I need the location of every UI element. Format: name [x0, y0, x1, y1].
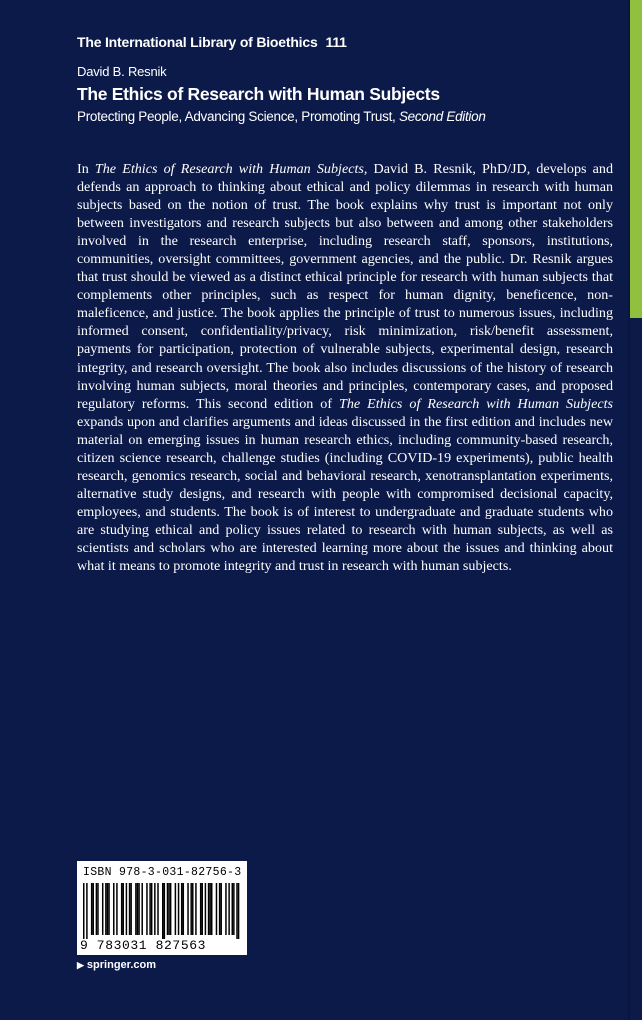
- blurb-text-1: In: [77, 161, 95, 177]
- barcode-bar: [146, 883, 148, 935]
- barcode-bar: [178, 883, 180, 935]
- barcode-bar: [181, 883, 183, 935]
- barcode-bar: [138, 883, 140, 935]
- blurb-text-2: , David B. Resnik, PhD/JD, develops and defends an approach to thinking about ethical and policy dilemmas in research with human subjects based on the notion of trust. The book explains why trust is important not only between investigators and research subjects but also between and among other stakeholders involved in the research enterprise, including research staff, sponsors, institutions, communities, oversight committees, government agencies, and the public. Dr. Resnik argues that trust should be viewed as a distinct ethical principle for research with human subjects that complements other principles, such as respect for human dignity, beneficence, non-maleficence, and justice. The book applies the principle of trust to numerous issues, including informed consent, confidentiality/privacy, risk minimization, risk/benefit assessment, payments for participation, protection of vulnerable subjects, experimental design, research integrity, and research oversight. The book also includes discussions of the history of research involving human subjects, moral theories and principles, contemporary cases, and proposed regulatory reforms. This second edition of: [77, 161, 613, 412]
- barcode-bar: [135, 883, 137, 935]
- barcode-bar: [170, 883, 172, 935]
- barcode-bar: [141, 883, 143, 935]
- barcode-bar: [83, 883, 85, 939]
- blurb-title-ref-2: The Ethics of Research with Human Subjects: [339, 395, 613, 412]
- series-title: [77, 34, 347, 50]
- barcode-bar: [168, 883, 170, 935]
- spine-color-strip: [628, 0, 642, 1020]
- barcode-bar: [129, 883, 131, 935]
- publisher-link[interactable]: [77, 959, 156, 971]
- book-title: The Ethics of Research with Human Subjects: [77, 84, 440, 104]
- barcode-bar: [157, 883, 159, 935]
- barcode-bar: [167, 883, 169, 935]
- barcode-bars: [83, 883, 241, 939]
- barcode-bar: [102, 883, 104, 935]
- barcode-bar: [116, 883, 118, 935]
- barcode-bar: [208, 883, 210, 935]
- barcode-bar: [108, 883, 110, 935]
- barcode-bar: [205, 883, 207, 935]
- barcode-bar: [149, 883, 151, 935]
- barcode-bar: [126, 883, 128, 935]
- subtitle-edition: Second Edition: [398, 109, 486, 124]
- barcode-bar: [219, 883, 221, 935]
- barcode-bar: [192, 883, 194, 935]
- book-description: [77, 160, 613, 575]
- blurb-title-ref-1: The Ethics of Research with Human Subjects: [94, 161, 364, 177]
- subtitle-main: Protecting People, Advancing Science, Promoting Trust,: [77, 109, 399, 124]
- barcode-bar: [200, 883, 202, 935]
- series-name: The International Library of Bioethics: [77, 34, 318, 50]
- barcode-bar: [130, 883, 132, 935]
- barcode-digits: 9 783031 827563: [80, 938, 207, 953]
- blurb-text-3: expands upon and clarifies arguments and ideas discussed in the first edition and includes new material on emerging issues in human research ethics, including community-based research, citizen science research, challenge studies (including COVID-19 experiments), public health research, genomics research, social and behavioral research, xenotransplantation experiments, alternative study designs, and research with people with compromised decisional capacity, employees, and students. The book is of interest to undergraduate and graduate students who are studying ethical and policy issues related to research with human subjects, as well as scientists and scholars who are interested learning more about the issues and thinking about what it means to promote integrity and trust in research with human subjects.: [77, 413, 613, 575]
- isbn-label: ISBN 978-3-031-82756-3: [83, 866, 242, 879]
- author-name: David B. Resnik: [77, 64, 167, 79]
- barcode-bar: [190, 883, 192, 935]
- barcode-bar: [216, 883, 218, 935]
- barcode-bar: [96, 883, 98, 935]
- play-arrow-icon: ▶: [77, 960, 84, 970]
- barcode-bar: [220, 883, 222, 935]
- barcode-bar: [183, 883, 185, 935]
- barcode-bar: [211, 883, 213, 935]
- book-subtitle: [77, 109, 486, 124]
- barcode-bar: [123, 883, 125, 935]
- barcode-bar: [151, 883, 153, 935]
- barcode-bar: [225, 883, 227, 935]
- isbn-barcode: [77, 861, 247, 955]
- publisher-url: springer.com: [86, 959, 156, 971]
- barcode-bar: [202, 883, 204, 935]
- barcode-bar: [238, 883, 240, 939]
- barcode-bar: [137, 883, 139, 935]
- barcode-bar: [91, 883, 93, 935]
- barcode-bar: [236, 883, 238, 939]
- barcode-bar: [209, 883, 211, 935]
- barcode-bar: [162, 883, 164, 939]
- barcode-bar: [164, 883, 166, 939]
- barcode-bar: [195, 883, 197, 935]
- series-number: 111: [325, 34, 347, 50]
- barcode-bar: [107, 883, 109, 935]
- barcode-bar: [113, 883, 115, 935]
- barcode-bar: [105, 883, 107, 935]
- barcode-bar: [154, 883, 156, 935]
- barcode-bar: [187, 883, 189, 935]
- barcode-bar: [233, 883, 235, 935]
- barcode-bar: [92, 883, 94, 935]
- barcode-bar: [175, 883, 177, 935]
- barcode-bar: [121, 883, 123, 935]
- barcode-bar: [86, 883, 88, 939]
- barcode-bar: [232, 883, 234, 935]
- barcode-bar: [228, 883, 230, 935]
- barcode-bar: [97, 883, 99, 935]
